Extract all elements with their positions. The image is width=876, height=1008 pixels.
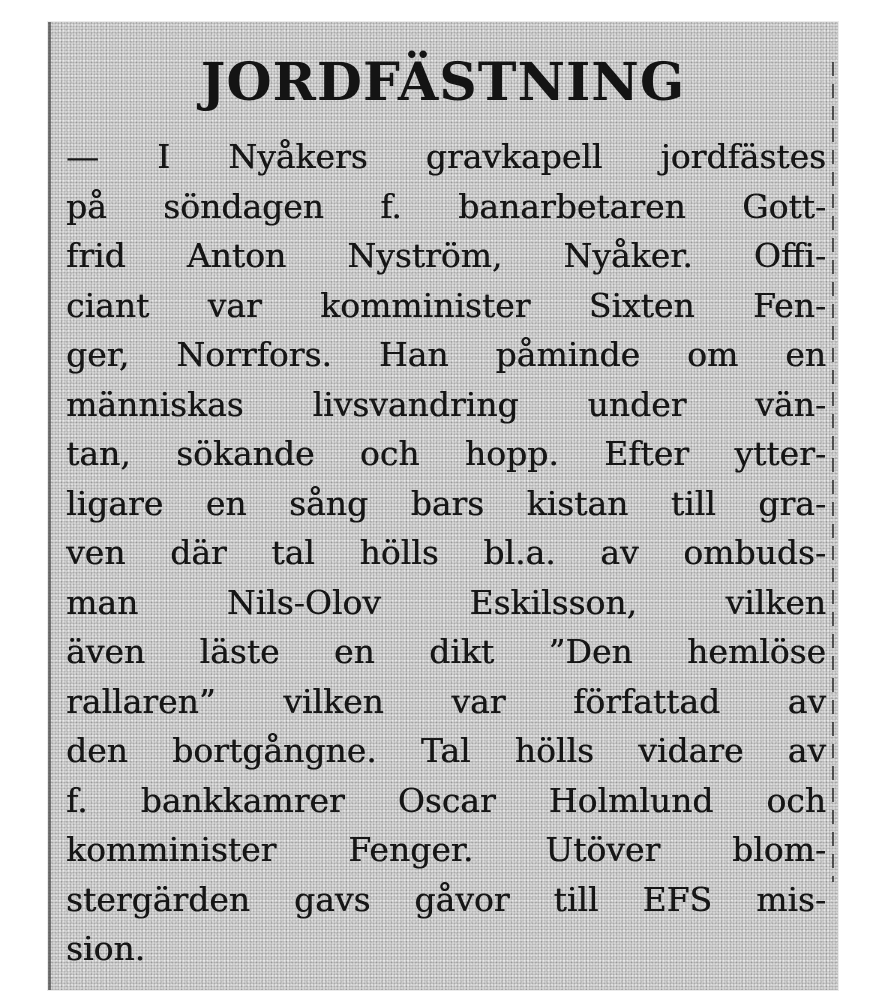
article-line: på söndagen f. banarbetaren Gott- [66, 186, 826, 226]
article-line: sion. [66, 929, 146, 968]
article-line: även läste en dikt ”Den hemlöse [66, 632, 826, 671]
article-body [66, 132, 826, 974]
article-line: ligare en sång bars kistan till gra- [66, 483, 826, 523]
article-line: ger, Norrfors. Han påminde om en [66, 335, 826, 374]
article-line: frid Anton Nyström, Nyåker. Offi- [66, 236, 826, 275]
article-line: den bortgångne. Tal hölls vidare av [66, 731, 826, 770]
article-line: människas livsvandring under vän- [66, 384, 826, 424]
article-line: rallaren” vilken var författad av [66, 681, 826, 721]
article-line: ciant var komminister Sixten Fen- [66, 285, 826, 325]
article-line: ven där tal hölls bl.a. av ombuds- [66, 533, 826, 572]
article-line: stergärden gavs gåvor till EFS mis- [66, 879, 826, 919]
clipping-left-edge [48, 22, 51, 990]
newspaper-clipping [48, 22, 838, 990]
article-line: man Nils-Olov Eskilsson, vilken [66, 582, 826, 622]
article-line: f. bankkamrer Oscar Holmlund och [66, 780, 826, 820]
clipping-right-edge [832, 62, 834, 882]
article-line: komminister Fenger. Utöver blom- [66, 830, 826, 869]
headline: JORDFÄSTNING [200, 52, 686, 113]
article-line: tan, sökande och hopp. Efter ytter- [66, 434, 826, 473]
article-line: — I Nyåkers gravkapell jordfästes [66, 137, 826, 176]
